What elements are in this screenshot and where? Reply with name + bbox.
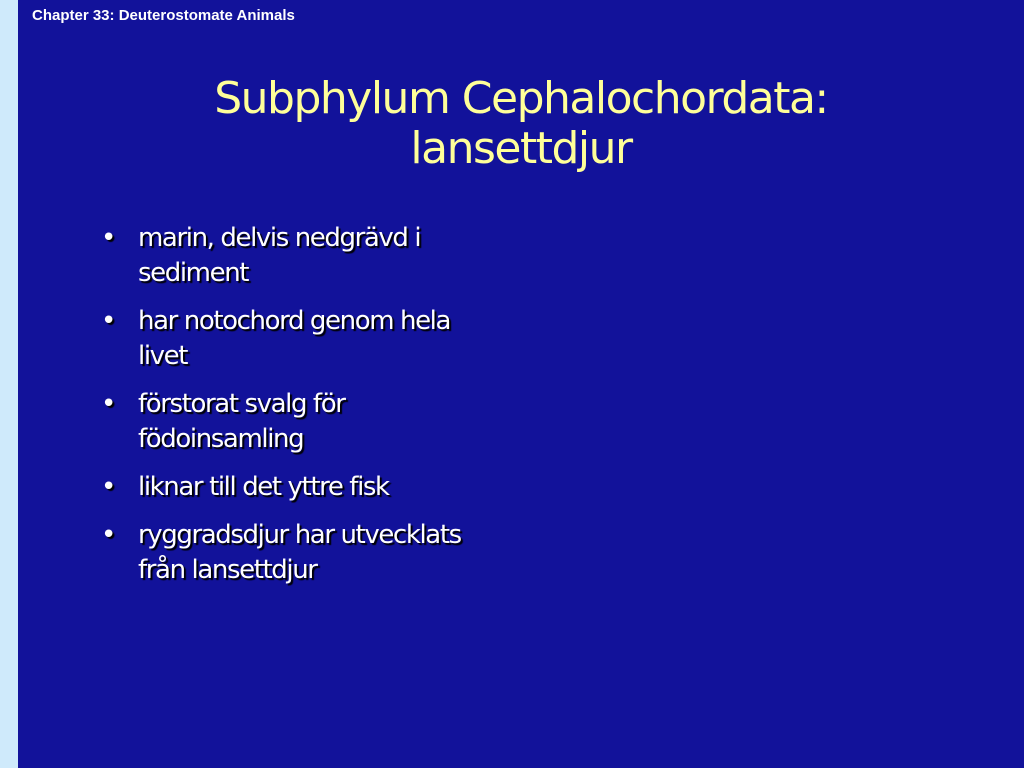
bullet-text: ryggradsdjur har utvecklats från lansettdjur [138,520,461,585]
bullet-icon: • [101,223,115,253]
slide-title-line-1: Subphylum Cephalochordata: [214,73,828,124]
bullet-icon: • [101,472,115,502]
chapter-header: Chapter 33: Deuterostomate Animals [32,7,295,24]
bullet-list [98,221,518,601]
bullet-item [98,470,538,505]
bullet-text: förstorat svalg för födoinsamling [138,389,345,454]
bullet-icon: • [101,306,115,336]
bullet-item [98,387,483,457]
bullet-item [98,221,498,291]
left-sidebar-stripe [0,0,18,768]
bullet-item [98,304,483,374]
slide-title [18,74,1024,174]
bullet-text: har notochord genom hela livet [138,306,451,371]
bullet-text: marin, delvis nedgrävd i sediment [138,223,421,288]
bullet-text: liknar till det yttre fisk [138,472,389,502]
bullet-icon: • [101,389,115,419]
slide-title-line-2: lansettdjur [410,123,632,175]
bullet-item [98,518,468,588]
bullet-icon: • [101,520,115,550]
